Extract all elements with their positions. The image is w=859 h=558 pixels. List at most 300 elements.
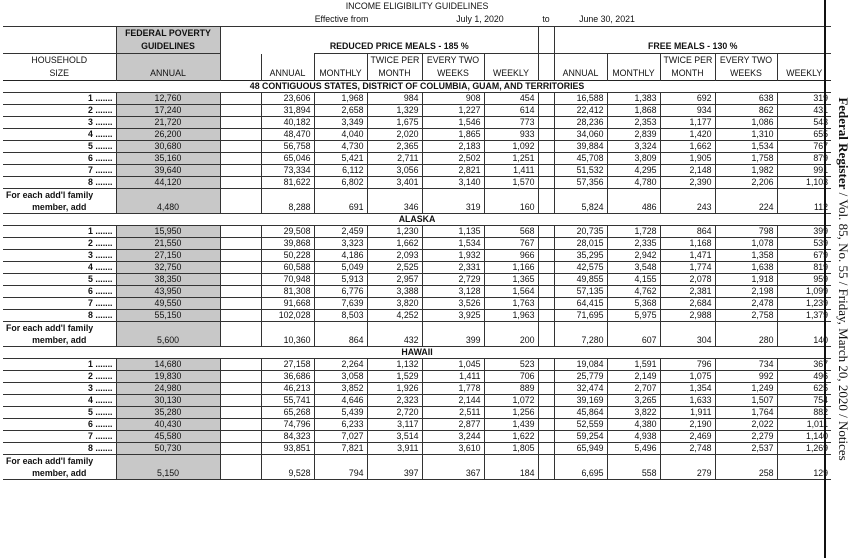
free-value: 1,379 bbox=[777, 310, 831, 322]
blank-cell bbox=[367, 322, 422, 335]
free-value: 3,809 bbox=[607, 153, 660, 165]
reduced-additional-value: 200 bbox=[484, 334, 538, 347]
free-value: 367 bbox=[777, 359, 831, 371]
free-value: 754 bbox=[777, 395, 831, 407]
free-value: 3,548 bbox=[607, 262, 660, 274]
spacer-cell bbox=[220, 129, 261, 141]
reduced-additional-value: 399 bbox=[422, 334, 484, 347]
reduced-value: 7,821 bbox=[314, 443, 367, 455]
reduced-value: 2,821 bbox=[422, 165, 484, 177]
free-value: 798 bbox=[715, 226, 777, 238]
reduced-value: 2,093 bbox=[367, 250, 422, 262]
free-value: 64,415 bbox=[554, 298, 607, 310]
reduced-value: 1,529 bbox=[367, 371, 422, 383]
free-value: 1,140 bbox=[777, 431, 831, 443]
reduced-value: 1,546 bbox=[422, 117, 484, 129]
household-size: 4 ....... bbox=[3, 262, 116, 274]
column-gap bbox=[538, 165, 554, 177]
table-row bbox=[3, 310, 831, 322]
household-size: 7 ....... bbox=[3, 298, 116, 310]
fpg-annual-value: 45,580 bbox=[116, 431, 220, 443]
reduced-value: 1,365 bbox=[484, 274, 538, 286]
reduced-value: 1,534 bbox=[422, 238, 484, 250]
reduced-value: 1,227 bbox=[422, 105, 484, 117]
free-value: 3,324 bbox=[607, 141, 660, 153]
free-twice-header: MONTH bbox=[660, 66, 715, 81]
free-twice-header-line1: TWICE PER bbox=[660, 54, 715, 67]
reduced-value: 50,228 bbox=[261, 250, 314, 262]
household-size: 5 ....... bbox=[3, 274, 116, 286]
blank-cell bbox=[607, 322, 660, 335]
free-value: 20,735 bbox=[554, 226, 607, 238]
spacer-cell bbox=[220, 250, 261, 262]
free-value: 28,236 bbox=[554, 117, 607, 129]
reduced-value: 933 bbox=[484, 129, 538, 141]
household-size: 1 ....... bbox=[3, 93, 116, 105]
free-value: 52,559 bbox=[554, 419, 607, 431]
free-value: 49,855 bbox=[554, 274, 607, 286]
reduced-value: 2,020 bbox=[367, 129, 422, 141]
free-value: 655 bbox=[777, 129, 831, 141]
federal-register-sidebar bbox=[824, 0, 859, 558]
reduced-value: 523 bbox=[484, 359, 538, 371]
free-additional-value: 607 bbox=[607, 334, 660, 347]
reduced-value: 23,606 bbox=[261, 93, 314, 105]
reduced-value: 3,925 bbox=[422, 310, 484, 322]
reduced-value: 2,144 bbox=[422, 395, 484, 407]
section-header-row bbox=[3, 214, 831, 226]
reduced-value: 4,646 bbox=[314, 395, 367, 407]
reduced-value: 74,796 bbox=[261, 419, 314, 431]
spacer-cell bbox=[220, 419, 261, 431]
free-value: 2,206 bbox=[715, 177, 777, 189]
reduced-twice-header: MONTH bbox=[367, 66, 422, 81]
blank-cell bbox=[660, 322, 715, 335]
reduced-value: 454 bbox=[484, 93, 538, 105]
free-value: 16,588 bbox=[554, 93, 607, 105]
reduced-value: 7,639 bbox=[314, 298, 367, 310]
reduced-value: 81,622 bbox=[261, 177, 314, 189]
free-value: 39,884 bbox=[554, 141, 607, 153]
reduced-additional-value: 691 bbox=[314, 201, 367, 214]
reduced-value: 5,049 bbox=[314, 262, 367, 274]
free-additional-value: 558 bbox=[607, 467, 660, 480]
blank-cell bbox=[422, 322, 484, 335]
reduced-value: 1,865 bbox=[422, 129, 484, 141]
reduced-value: 1,564 bbox=[484, 286, 538, 298]
free-value: 2,707 bbox=[607, 383, 660, 395]
free-value: 319 bbox=[777, 93, 831, 105]
reduced-annual-header: ANNUAL bbox=[261, 66, 314, 81]
income-eligibility-table bbox=[3, 0, 831, 480]
free-value: 28,015 bbox=[554, 238, 607, 250]
free-value: 4,762 bbox=[607, 286, 660, 298]
blank-cell bbox=[422, 455, 484, 468]
reduced-additional-value: 864 bbox=[314, 334, 367, 347]
free-value: 1,383 bbox=[607, 93, 660, 105]
free-value: 2,198 bbox=[715, 286, 777, 298]
free-value: 2,353 bbox=[607, 117, 660, 129]
blank-cell bbox=[261, 189, 314, 202]
free-value: 1,591 bbox=[607, 359, 660, 371]
reduced-value: 7,027 bbox=[314, 431, 367, 443]
table-row bbox=[3, 383, 831, 395]
reduced-value: 2,365 bbox=[367, 141, 422, 153]
column-gap bbox=[538, 334, 554, 347]
reduced-additional-value: 432 bbox=[367, 334, 422, 347]
table-row bbox=[3, 141, 831, 153]
reduced-value: 2,957 bbox=[367, 274, 422, 286]
spacer-cell bbox=[220, 286, 261, 298]
reduced-value: 1,675 bbox=[367, 117, 422, 129]
free-value: 45,708 bbox=[554, 153, 607, 165]
free-value: 1,911 bbox=[660, 407, 715, 419]
free-value: 543 bbox=[777, 117, 831, 129]
household-size: 6 ....... bbox=[3, 153, 116, 165]
free-value: 638 bbox=[715, 93, 777, 105]
blank-cell bbox=[715, 455, 777, 468]
free-value: 45,864 bbox=[554, 407, 607, 419]
reduced-value: 6,112 bbox=[314, 165, 367, 177]
blank-cell bbox=[367, 455, 422, 468]
reduced-value: 73,334 bbox=[261, 165, 314, 177]
free-value: 22,412 bbox=[554, 105, 607, 117]
fpg-annual-value: 49,550 bbox=[116, 298, 220, 310]
reduced-value: 48,470 bbox=[261, 129, 314, 141]
additional-member-label-line1: For each add'l family bbox=[6, 189, 94, 200]
fpg-spacer bbox=[116, 189, 220, 202]
free-value: 2,078 bbox=[660, 274, 715, 286]
free-value: 1,239 bbox=[777, 298, 831, 310]
additional-member-label-line2: member, add bbox=[3, 201, 116, 214]
reduced-additional-value: 346 bbox=[367, 201, 422, 214]
to-label: to bbox=[542, 13, 550, 24]
free-every-two-header-line1: EVERY TWO bbox=[715, 54, 777, 67]
free-value: 51,532 bbox=[554, 165, 607, 177]
reduced-value: 39,868 bbox=[261, 238, 314, 250]
free-annual-header: ANNUAL bbox=[554, 66, 607, 81]
household-size: 3 ....... bbox=[3, 117, 116, 129]
free-weekly-header: WEEKLY bbox=[777, 66, 831, 81]
reduced-value: 1,805 bbox=[484, 443, 538, 455]
column-gap bbox=[538, 105, 554, 117]
reduced-value: 29,508 bbox=[261, 226, 314, 238]
free-value: 496 bbox=[777, 371, 831, 383]
free-value: 1,982 bbox=[715, 165, 777, 177]
free-additional-value: 280 bbox=[715, 334, 777, 347]
reduced-value: 3,117 bbox=[367, 419, 422, 431]
reduced-additional-value: 319 bbox=[422, 201, 484, 214]
free-value: 34,060 bbox=[554, 129, 607, 141]
free-value: 2,478 bbox=[715, 298, 777, 310]
free-value: 1,662 bbox=[660, 141, 715, 153]
reduced-value: 70,948 bbox=[261, 274, 314, 286]
fpg-annual-value: 32,750 bbox=[116, 262, 220, 274]
free-every-two-header: WEEKS bbox=[715, 66, 777, 81]
free-value: 399 bbox=[777, 226, 831, 238]
additional-member-values-row bbox=[3, 201, 831, 214]
reduced-value: 1,963 bbox=[484, 310, 538, 322]
fpg-annual-value: 50,730 bbox=[116, 443, 220, 455]
reduced-value: 4,040 bbox=[314, 129, 367, 141]
free-value: 2,684 bbox=[660, 298, 715, 310]
reduced-value: 81,308 bbox=[261, 286, 314, 298]
free-value: 1,177 bbox=[660, 117, 715, 129]
free-value: 819 bbox=[777, 262, 831, 274]
reduced-additional-value: 367 bbox=[422, 467, 484, 480]
reduced-value: 2,323 bbox=[367, 395, 422, 407]
column-gap bbox=[538, 455, 554, 468]
table-row bbox=[3, 177, 831, 189]
free-value: 796 bbox=[660, 359, 715, 371]
free-value: 692 bbox=[660, 93, 715, 105]
free-value: 882 bbox=[777, 407, 831, 419]
free-value: 1,099 bbox=[777, 286, 831, 298]
fpg-annual-value: 14,680 bbox=[116, 359, 220, 371]
reduced-value: 614 bbox=[484, 105, 538, 117]
table-row bbox=[3, 105, 831, 117]
column-gap bbox=[538, 443, 554, 455]
free-value: 539 bbox=[777, 238, 831, 250]
household-size: 3 ....... bbox=[3, 383, 116, 395]
free-value: 4,155 bbox=[607, 274, 660, 286]
reduced-value: 3,526 bbox=[422, 298, 484, 310]
reduced-value: 31,894 bbox=[261, 105, 314, 117]
free-additional-value: 6,695 bbox=[554, 467, 607, 480]
free-value: 5,496 bbox=[607, 443, 660, 455]
household-size: 2 ....... bbox=[3, 371, 116, 383]
free-value: 879 bbox=[777, 153, 831, 165]
blank-cell bbox=[484, 455, 538, 468]
reduced-value: 2,525 bbox=[367, 262, 422, 274]
free-value: 1,905 bbox=[660, 153, 715, 165]
reduced-additional-value: 160 bbox=[484, 201, 538, 214]
free-additional-value: 486 bbox=[607, 201, 660, 214]
additional-member-values-row bbox=[3, 467, 831, 480]
table-row bbox=[3, 286, 831, 298]
free-value: 1,764 bbox=[715, 407, 777, 419]
table-row bbox=[3, 153, 831, 165]
reduced-value: 5,439 bbox=[314, 407, 367, 419]
reduced-value: 40,182 bbox=[261, 117, 314, 129]
reduced-value: 6,802 bbox=[314, 177, 367, 189]
fpg-additional-value: 4,480 bbox=[116, 201, 220, 214]
reduced-value: 1,570 bbox=[484, 177, 538, 189]
blank-cell bbox=[314, 189, 367, 202]
reduced-value: 908 bbox=[422, 93, 484, 105]
spacer-cell bbox=[220, 262, 261, 274]
table-row bbox=[3, 238, 831, 250]
column-gap bbox=[538, 359, 554, 371]
column-gap bbox=[538, 93, 554, 105]
additional-member-label-line1: For each add'l family bbox=[6, 455, 94, 466]
free-value: 2,988 bbox=[660, 310, 715, 322]
table-row bbox=[3, 443, 831, 455]
spacer-cell bbox=[220, 141, 261, 153]
spacer-cell bbox=[220, 334, 261, 347]
reduced-value: 65,268 bbox=[261, 407, 314, 419]
additional-member-row bbox=[3, 189, 831, 202]
free-value: 2,149 bbox=[607, 371, 660, 383]
household-size: 6 ....... bbox=[3, 419, 116, 431]
fpg-header-line2: GUIDELINES bbox=[116, 40, 220, 54]
free-additional-value: 112 bbox=[777, 201, 831, 214]
free-value: 2,537 bbox=[715, 443, 777, 455]
table-row bbox=[3, 395, 831, 407]
column-gap bbox=[538, 298, 554, 310]
blank-cell bbox=[777, 189, 831, 202]
free-additional-value: 279 bbox=[660, 467, 715, 480]
reduced-value: 1,778 bbox=[422, 383, 484, 395]
household-size: 8 ....... bbox=[3, 310, 116, 322]
spacer-cell bbox=[220, 117, 261, 129]
reduced-value: 568 bbox=[484, 226, 538, 238]
spacer-cell bbox=[220, 153, 261, 165]
free-value: 1,011 bbox=[777, 419, 831, 431]
free-value: 1,638 bbox=[715, 262, 777, 274]
blank-cell bbox=[422, 189, 484, 202]
reduced-monthly-header: MONTHLY bbox=[314, 66, 367, 81]
table-row bbox=[3, 359, 831, 371]
blank-cell bbox=[777, 455, 831, 468]
fpg-annual-value: 26,200 bbox=[116, 129, 220, 141]
free-value: 2,748 bbox=[660, 443, 715, 455]
blank-cell bbox=[607, 455, 660, 468]
fpg-annual-value: 15,950 bbox=[116, 226, 220, 238]
reduced-value: 102,028 bbox=[261, 310, 314, 322]
reduced-additional-value: 9,528 bbox=[261, 467, 314, 480]
effective-label: Effective from bbox=[314, 13, 369, 24]
reduced-value: 3,610 bbox=[422, 443, 484, 455]
spacer-cell bbox=[220, 93, 261, 105]
column-gap bbox=[538, 286, 554, 298]
column-gap bbox=[538, 141, 554, 153]
reduced-value: 1,045 bbox=[422, 359, 484, 371]
household-size: 2 ....... bbox=[3, 105, 116, 117]
column-gap bbox=[538, 383, 554, 395]
free-value: 1,269 bbox=[777, 443, 831, 455]
reduced-value: 3,401 bbox=[367, 177, 422, 189]
reduced-value: 56,758 bbox=[261, 141, 314, 153]
free-value: 1,507 bbox=[715, 395, 777, 407]
blank-cell bbox=[554, 189, 607, 202]
free-value: 42,575 bbox=[554, 262, 607, 274]
fpg-annual-value: 19,830 bbox=[116, 371, 220, 383]
fpg-annual-value: 44,120 bbox=[116, 177, 220, 189]
free-value: 2,839 bbox=[607, 129, 660, 141]
free-value: 2,381 bbox=[660, 286, 715, 298]
reduced-value: 1,251 bbox=[484, 153, 538, 165]
spacer-cell bbox=[220, 310, 261, 322]
column-gap bbox=[538, 238, 554, 250]
free-additional-value: 304 bbox=[660, 334, 715, 347]
free-value: 39,169 bbox=[554, 395, 607, 407]
free-value: 2,469 bbox=[660, 431, 715, 443]
reduced-value: 1,622 bbox=[484, 431, 538, 443]
section-header-row bbox=[3, 347, 831, 359]
reduced-value: 2,264 bbox=[314, 359, 367, 371]
sidebar-publication: Federal Register bbox=[836, 97, 851, 190]
additional-member-row bbox=[3, 455, 831, 468]
reduced-value: 1,329 bbox=[367, 105, 422, 117]
free-value: 1,086 bbox=[715, 117, 777, 129]
free-value: 3,822 bbox=[607, 407, 660, 419]
household-size: 8 ....... bbox=[3, 443, 116, 455]
reduced-value: 6,233 bbox=[314, 419, 367, 431]
reduced-value: 2,331 bbox=[422, 262, 484, 274]
reduced-value: 1,072 bbox=[484, 395, 538, 407]
column-gap bbox=[538, 226, 554, 238]
reduced-additional-value: 794 bbox=[314, 467, 367, 480]
blank-cell bbox=[715, 189, 777, 202]
reduced-value: 60,588 bbox=[261, 262, 314, 274]
free-value: 1,310 bbox=[715, 129, 777, 141]
column-gap bbox=[538, 310, 554, 322]
reduced-value: 2,183 bbox=[422, 141, 484, 153]
fpg-header-line1: FEDERAL POVERTY bbox=[116, 27, 220, 41]
free-value: 1,358 bbox=[715, 250, 777, 262]
spacer-cell bbox=[220, 371, 261, 383]
reduced-value: 1,662 bbox=[367, 238, 422, 250]
reduced-value: 3,820 bbox=[367, 298, 422, 310]
reduced-additional-value: 8,288 bbox=[261, 201, 314, 214]
household-size: 7 ....... bbox=[3, 431, 116, 443]
reduced-additional-value: 10,360 bbox=[261, 334, 314, 347]
table-row bbox=[3, 117, 831, 129]
table-row bbox=[3, 262, 831, 274]
reduced-value: 4,730 bbox=[314, 141, 367, 153]
table-row bbox=[3, 298, 831, 310]
additional-member-label-line2: member, add bbox=[3, 334, 116, 347]
column-gap bbox=[538, 117, 554, 129]
reduced-additional-value: 184 bbox=[484, 467, 538, 480]
spacer-cell bbox=[220, 467, 261, 480]
reduced-value: 1,763 bbox=[484, 298, 538, 310]
reduced-value: 2,502 bbox=[422, 153, 484, 165]
reduced-value: 3,323 bbox=[314, 238, 367, 250]
spacer-cell bbox=[220, 443, 261, 455]
column-gap bbox=[538, 322, 554, 335]
free-value: 1,249 bbox=[715, 383, 777, 395]
free-value: 5,368 bbox=[607, 298, 660, 310]
spacer-cell bbox=[220, 274, 261, 286]
column-gap bbox=[538, 395, 554, 407]
free-value: 1,471 bbox=[660, 250, 715, 262]
reduced-value: 3,058 bbox=[314, 371, 367, 383]
fpg-annual-value: 21,550 bbox=[116, 238, 220, 250]
free-value: 19,084 bbox=[554, 359, 607, 371]
reduced-value: 984 bbox=[367, 93, 422, 105]
reduced-value: 2,711 bbox=[367, 153, 422, 165]
free-value: 959 bbox=[777, 274, 831, 286]
free-value: 864 bbox=[660, 226, 715, 238]
reduced-price-header: REDUCED PRICE MEALS - 185 % bbox=[329, 41, 469, 52]
reduced-value: 3,852 bbox=[314, 383, 367, 395]
spacer-cell bbox=[220, 383, 261, 395]
reduced-value: 46,213 bbox=[261, 383, 314, 395]
free-value: 2,022 bbox=[715, 419, 777, 431]
free-value: 1,075 bbox=[660, 371, 715, 383]
table-row bbox=[3, 431, 831, 443]
free-value: 4,938 bbox=[607, 431, 660, 443]
reduced-value: 1,411 bbox=[484, 165, 538, 177]
reduced-value: 91,668 bbox=[261, 298, 314, 310]
spacer-cell bbox=[220, 298, 261, 310]
free-value: 1,758 bbox=[715, 153, 777, 165]
fpg-annual-value: 12,760 bbox=[116, 93, 220, 105]
reduced-value: 3,244 bbox=[422, 431, 484, 443]
household-size: 8 ....... bbox=[3, 177, 116, 189]
